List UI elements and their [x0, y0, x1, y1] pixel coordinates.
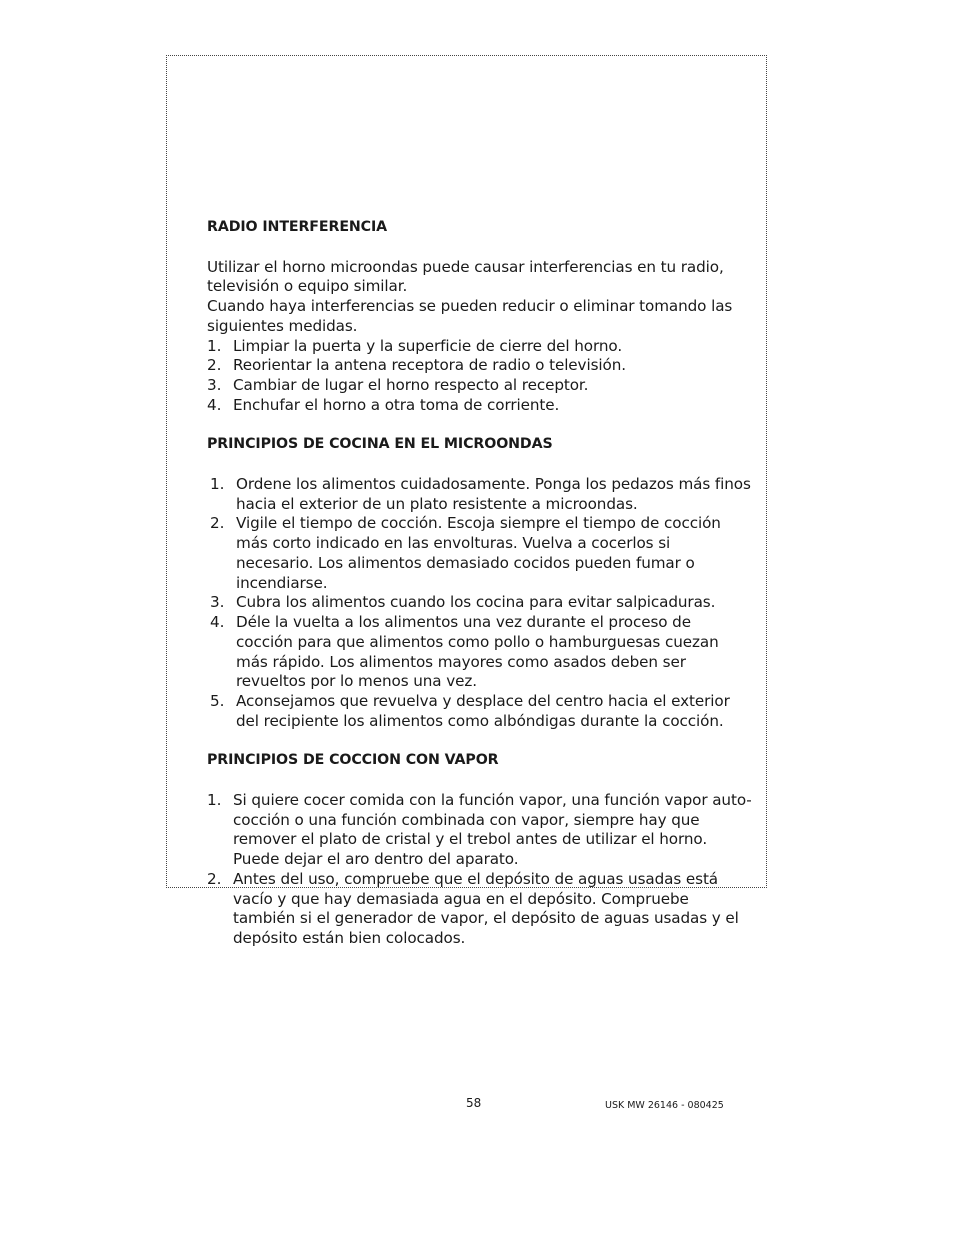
document-code: USK MW 26146 - 080425 — [605, 1100, 724, 1111]
list-text: Ordene los alimentos cuidadosamente. Ponga los pedazos más finos hacia el exterior de un plato resistente a microondas. — [236, 474, 751, 513]
paragraph: Utilizar el horno microondas puede causar interferencias en tu radio, televisión o equipo similar. — [207, 257, 724, 296]
list-item — [207, 475, 752, 515]
list-text: Limpiar la puerta y la superficie de cierre del horno. — [233, 336, 623, 355]
list-number: 5. — [210, 692, 225, 710]
list-item — [207, 613, 752, 692]
list-text: Cubra los alimentos cuando los cocina para evitar salpicaduras. — [236, 593, 716, 612]
page-number: 58 — [466, 1096, 482, 1110]
list-text: Aconsejamos que revuelva y desplace del centro hacia el exterior del recipiente los alimentos como albóndigas durante la cocción. — [236, 692, 730, 730]
list-item — [207, 337, 752, 357]
list-number: 4. — [210, 613, 225, 631]
section-heading-principios-cocina: PRINCIPIOS DE COCINA EN EL MICROONDAS — [207, 436, 553, 453]
list-item — [207, 396, 752, 416]
list-number: 2. — [207, 869, 222, 888]
list-number: 1. — [207, 790, 222, 809]
steam-principles-list — [207, 791, 752, 949]
list-number: 1. — [207, 336, 222, 355]
list-number: 1. — [210, 474, 225, 493]
list-item — [207, 514, 752, 593]
list-number: 4. — [207, 395, 222, 414]
measures-list — [207, 337, 752, 416]
list-item — [207, 870, 752, 949]
list-number: 3. — [207, 376, 222, 394]
list-text: Enchufar el horno a otra toma de corriente. — [233, 395, 560, 414]
list-item — [207, 356, 752, 376]
list-number: 2. — [207, 356, 222, 375]
list-text: Antes del uso, compruebe que el depósito de aguas usadas está vacío y que hay demasiada agua en el depósito. Compruebe también si el generador de vapor, el depósito de aguas usadas y el depósito están bien colocados. — [233, 869, 739, 947]
document-body — [207, 218, 752, 949]
list-text: Déle la vuelta a los alimentos una vez durante el proceso de cocción para que alimentos como pollo o hamburguesas cuezan más rápido. Los alimentos mayores como asados deben ser revueltos por lo menos una vez. — [236, 613, 719, 691]
list-item — [207, 593, 752, 613]
list-number: 2. — [210, 514, 225, 533]
list-text: Cambiar de lugar el horno respecto al receptor. — [233, 376, 589, 394]
section-heading-radio-interferencia: RADIO INTERFERENCIA — [207, 219, 388, 235]
list-item — [207, 791, 752, 870]
paragraph: Cuando haya interferencias se pueden reducir o eliminar tomando las siguientes medidas. — [207, 297, 733, 335]
list-text: Reorientar la antena receptora de radio o televisión. — [233, 356, 626, 375]
section-heading-coccion-vapor: PRINCIPIOS DE COCCION CON VAPOR — [207, 752, 499, 769]
list-text: Si quiere cocer comida con la función vapor, una función vapor auto-cocción o una función combinada con vapor, siempre hay que remover el plato de cristal y el trebol antes de utilizar el horno. Puede dejar el aro dentro del aparato. — [233, 790, 752, 868]
list-item — [207, 692, 752, 732]
list-item — [207, 376, 752, 396]
list-text: Vigile el tiempo de cocción. Escoja siempre el tiempo de cocción más corto indicado en las envolturas. Vuelva a cocerlos si necesario. Los alimentos demasiado cocidos pueden fumar o incendiarse. — [236, 514, 721, 592]
cooking-principles-list — [207, 475, 752, 732]
list-number: 3. — [210, 593, 225, 612]
